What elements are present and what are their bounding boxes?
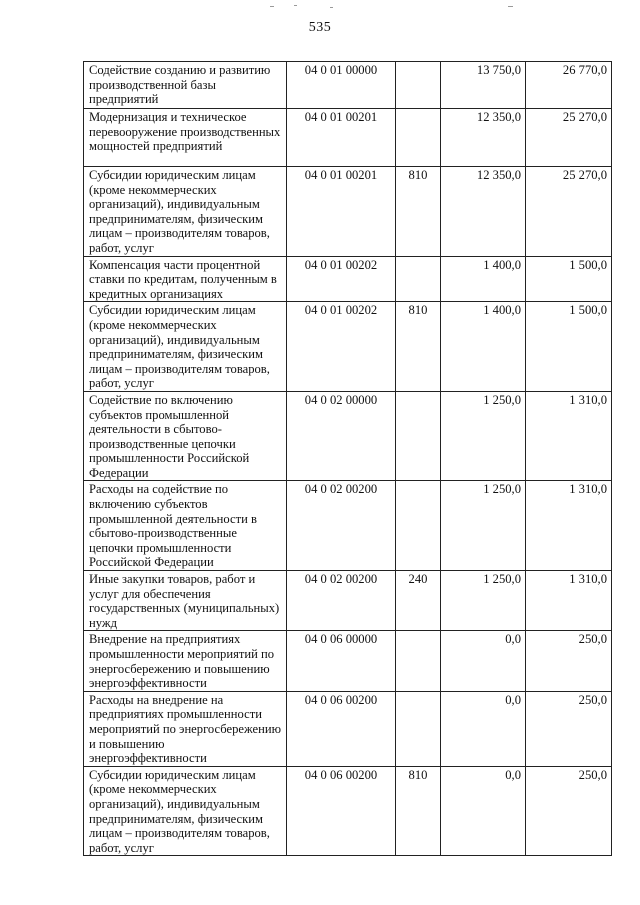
amount-year2-cell: 250,0	[526, 691, 612, 766]
target-code-cell: 04 0 02 00200	[287, 481, 396, 571]
amount-year1-cell: 0,0	[441, 766, 526, 856]
table-row	[84, 167, 612, 257]
amount-year1-cell: 1 250,0	[441, 481, 526, 571]
amount-year2-cell: 1 500,0	[526, 256, 612, 302]
target-code-cell: 04 0 06 00200	[287, 766, 396, 856]
expense-type-cell	[396, 62, 441, 109]
budget-table-body	[84, 62, 612, 856]
expense-type-cell: 810	[396, 302, 441, 392]
target-code-cell: 04 0 01 00202	[287, 302, 396, 392]
scan-artifact	[508, 6, 513, 7]
expense-type-cell: 240	[396, 571, 441, 631]
page-number: 535	[308, 20, 332, 35]
amount-year1-cell: 12 350,0	[441, 167, 526, 257]
target-code-cell: 04 0 02 00000	[287, 391, 396, 481]
amount-year2-cell: 26 770,0	[526, 62, 612, 109]
amount-year2-cell: 250,0	[526, 631, 612, 691]
scan-artifact	[270, 6, 274, 7]
amount-year1-cell: 13 750,0	[441, 62, 526, 109]
expense-type-cell: 810	[396, 766, 441, 856]
scan-artifact	[330, 7, 333, 8]
expense-name-cell: Компенсация части процентной ставки по кредитам, полученным в кредитных организациях	[84, 256, 287, 302]
amount-year2-cell: 25 270,0	[526, 109, 612, 167]
scan-artifact	[294, 5, 297, 6]
table-row	[84, 481, 612, 571]
table-row	[84, 109, 612, 167]
expense-name-cell: Субсидии юридическим лицам (кроме некоммерческих организаций), индивидуальным предпринимателям, физическим лицам – производителям товаров, работ, услуг	[84, 167, 287, 257]
table-row	[84, 391, 612, 481]
amount-year2-cell: 250,0	[526, 766, 612, 856]
target-code-cell: 04 0 02 00200	[287, 571, 396, 631]
amount-year1-cell: 12 350,0	[441, 109, 526, 167]
amount-year1-cell: 1 400,0	[441, 302, 526, 392]
expense-type-cell	[396, 481, 441, 571]
table-row	[84, 766, 612, 856]
expense-name-cell: Содействие по включению субъектов промышленной деятельности в сбытово-производственные цепочки промышленности Российской Федерации	[84, 391, 287, 481]
expense-type-cell	[396, 631, 441, 691]
amount-year1-cell: 0,0	[441, 631, 526, 691]
expense-type-cell	[396, 691, 441, 766]
amount-year1-cell: 1 250,0	[441, 391, 526, 481]
expense-type-cell	[396, 109, 441, 167]
target-code-cell: 04 0 01 00201	[287, 167, 396, 257]
amount-year2-cell: 1 310,0	[526, 391, 612, 481]
table-row	[84, 256, 612, 302]
expense-name-cell: Содействие созданию и развитию производственной базы предприятий	[84, 62, 287, 109]
amount-year1-cell: 1 400,0	[441, 256, 526, 302]
amount-year1-cell: 0,0	[441, 691, 526, 766]
table-row	[84, 62, 612, 109]
amount-year2-cell: 1 310,0	[526, 481, 612, 571]
target-code-cell: 04 0 06 00200	[287, 691, 396, 766]
expense-name-cell: Внедрение на предприятиях промышленности мероприятий по энергосбережению и повышению энергоэффективности	[84, 631, 287, 691]
budget-table	[83, 61, 612, 856]
target-code-cell: 04 0 01 00000	[287, 62, 396, 109]
target-code-cell: 04 0 01 00201	[287, 109, 396, 167]
target-code-cell: 04 0 01 00202	[287, 256, 396, 302]
expense-name-cell: Модернизация и техническое перевооружение производственных мощностей предприятий	[84, 109, 287, 167]
amount-year1-cell: 1 250,0	[441, 571, 526, 631]
table-row	[84, 691, 612, 766]
table-row	[84, 571, 612, 631]
amount-year2-cell: 25 270,0	[526, 167, 612, 257]
table-row	[84, 302, 612, 392]
expense-type-cell: 810	[396, 167, 441, 257]
expense-name-cell: Расходы на содействие по включению субъектов промышленной деятельности в сбытово-производственные цепочки промышленности Российской Федерации	[84, 481, 287, 571]
expense-type-cell	[396, 391, 441, 481]
expense-name-cell: Субсидии юридическим лицам (кроме некоммерческих организаций), индивидуальным предпринимателям, физическим лицам – производителям товаров, работ, услуг	[84, 302, 287, 392]
expense-type-cell	[396, 256, 441, 302]
expense-name-cell: Субсидии юридическим лицам (кроме некоммерческих организаций), индивидуальным предпринимателям, физическим лицам – производителям товаров, работ, услуг	[84, 766, 287, 856]
amount-year2-cell: 1 500,0	[526, 302, 612, 392]
amount-year2-cell: 1 310,0	[526, 571, 612, 631]
target-code-cell: 04 0 06 00000	[287, 631, 396, 691]
expense-name-cell: Иные закупки товаров, работ и услуг для обеспечения государственных (муниципальных) нужд	[84, 571, 287, 631]
table-row	[84, 631, 612, 691]
expense-name-cell: Расходы на внедрение на предприятиях промышленности мероприятий по энергосбережению и повышению энергоэффективности	[84, 691, 287, 766]
